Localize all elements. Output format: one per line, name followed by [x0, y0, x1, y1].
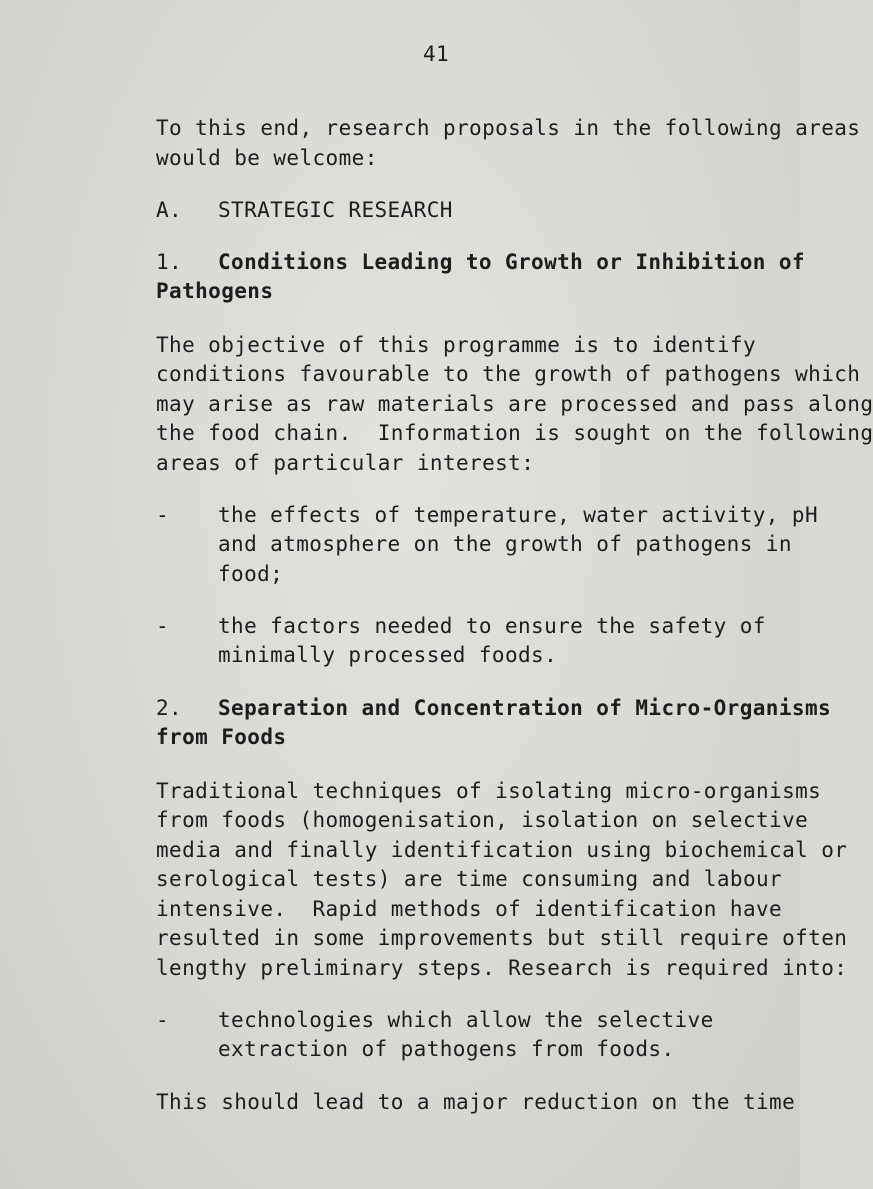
- item1-para-line-5: areas of particular interest:: [156, 451, 535, 475]
- item1-number: 1.: [156, 250, 183, 274]
- item1-bullet-2-dash: -: [156, 614, 170, 638]
- item2-bullet-1-line-1: technologies which allow the selective: [218, 1008, 714, 1032]
- item2-number: 2.: [156, 696, 183, 720]
- item2-para-line-7: lengthy preliminary steps. Research is required into:: [156, 956, 848, 980]
- item1-bullet-2-line-2: minimally processed foods.: [218, 643, 558, 667]
- item1-para-line-3: may arise as raw materials are processed and pass along: [156, 392, 873, 416]
- item1-bullet-1-line-3: food;: [218, 562, 284, 586]
- item1-bullet-1-line-1: the effects of temperature, water activity, pH: [218, 503, 818, 527]
- item2-para-line-5: intensive. Rapid methods of identification have: [156, 897, 783, 921]
- item1-bullet-2-line-1: the factors needed to ensure the safety of: [218, 614, 766, 638]
- intro-line-1: To this end, research proposals in the following areas: [156, 116, 861, 140]
- item1-bullet-1-dash: -: [156, 503, 170, 527]
- item2-para-line-1: Traditional techniques of isolating micro-organisms: [156, 779, 822, 803]
- item2-title-line-2: from Foods: [156, 725, 287, 749]
- item2-para-line-2: from foods (homogenisation, isolation on selective: [156, 808, 809, 832]
- item1-para-line-1: The objective of this programme is to identify: [156, 333, 756, 357]
- item2-para-line-3: media and finally identification using biochemical or: [156, 838, 848, 862]
- item1-para-line-2: conditions favourable to the growth of pathogens which: [156, 362, 861, 386]
- section-a-title: STRATEGIC RESEARCH: [218, 198, 453, 222]
- item2-para-line-4: serological tests) are time consuming and labour: [156, 867, 783, 891]
- page-number: 41: [423, 42, 450, 66]
- closing-line: This should lead to a major reduction on the time: [156, 1090, 796, 1114]
- item2-bullet-1-dash: -: [156, 1008, 170, 1032]
- item2-bullet-1-line-2: extraction of pathogens from foods.: [218, 1037, 675, 1061]
- item1-title-line-1: Conditions Leading to Growth or Inhibition of: [218, 250, 805, 274]
- item1-title-line-2: Pathogens: [156, 279, 274, 303]
- section-a-letter: A.: [156, 198, 183, 222]
- item2-para-line-6: resulted in some improvements but still require often: [156, 926, 848, 950]
- item1-para-line-4: the food chain. Information is sought on the following: [156, 421, 873, 445]
- item1-bullet-1-line-2: and atmosphere on the growth of pathogens in: [218, 532, 792, 556]
- intro-line-2: would be welcome:: [156, 146, 378, 170]
- item2-title-line-1: Separation and Concentration of Micro-Organisms: [218, 696, 832, 720]
